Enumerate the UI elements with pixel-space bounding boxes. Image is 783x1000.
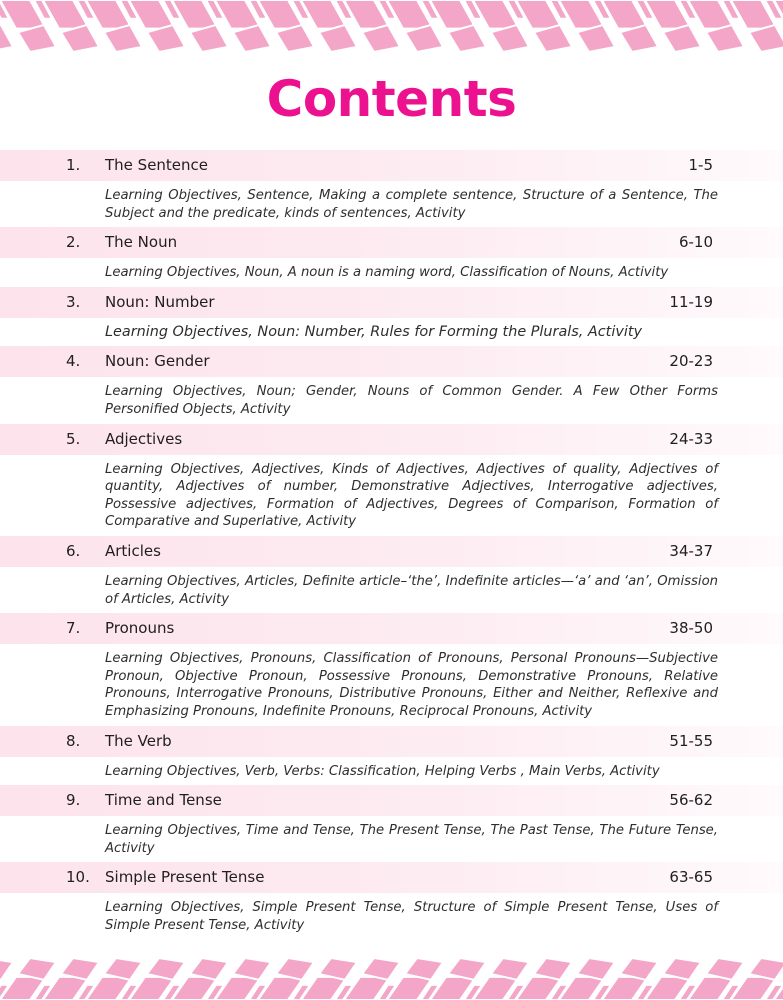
toc-entry-header: [0, 424, 783, 455]
page-title: Contents: [266, 70, 517, 128]
chapter-description: Learning Objectives, Noun; Gender, Nouns of Common Gender. A Few Other Forms Personified Objects, Activity: [105, 384, 718, 417]
chapter-number: 3.: [66, 292, 81, 311]
chapter-title[interactable]: Time and Tense: [105, 791, 222, 810]
chapter-title[interactable]: Adjectives: [105, 429, 183, 448]
table-of-contents: [0, 150, 783, 939]
page-range: 24-33: [669, 429, 713, 448]
page-range: 63-65: [669, 868, 713, 887]
page-range: 34-37: [669, 541, 713, 560]
chapter-description: Learning Objectives, Articles, Definite article–‘the’, Indefinite articles—‘a’ and ‘an’, Omission of Articles, Activity: [105, 573, 718, 607]
toc-entry[interactable]: [0, 346, 783, 423]
toc-entry-header: [0, 150, 783, 181]
page-range: 20-23: [669, 352, 713, 371]
chapter-number: 9.: [66, 791, 81, 810]
chapter-title[interactable]: Simple Present Tense: [105, 868, 265, 887]
toc-entry[interactable]: [0, 287, 783, 347]
toc-entry-header: [0, 862, 783, 893]
chapter-number: 7.: [66, 619, 81, 638]
toc-entry[interactable]: [0, 862, 783, 939]
page-range: 11-19: [669, 292, 713, 311]
toc-entry[interactable]: [0, 150, 783, 227]
chapter-description: Learning Objectives, Time and Tense, The Present Tense, The Past Tense, The Future Tense, Activity: [105, 823, 718, 856]
toc-entry-header: [0, 785, 783, 816]
toc-entry[interactable]: [0, 424, 783, 536]
chapter-title[interactable]: The Sentence: [105, 156, 209, 174]
toc-entry-header: [0, 536, 783, 567]
top-decorative-border: [0, 0, 783, 52]
chapter-number: 8.: [66, 731, 81, 750]
toc-entry-header: [0, 346, 783, 377]
chapter-title[interactable]: Articles: [105, 541, 161, 560]
page-range: 51-55: [669, 731, 713, 750]
chapter-title[interactable]: Noun: Gender: [105, 352, 210, 371]
page-range: 38-50: [669, 619, 713, 638]
page-range: 6-10: [678, 233, 713, 252]
bottom-decorative-border: [0, 958, 783, 1000]
toc-entry-header: [0, 613, 783, 644]
toc-entry-header: [0, 287, 783, 318]
chapter-title[interactable]: Pronouns: [105, 619, 175, 638]
page-range: 1-5: [688, 156, 713, 174]
toc-entry[interactable]: [0, 613, 783, 725]
chapter-number: 5.: [66, 429, 81, 448]
chapter-number: 2.: [66, 233, 81, 252]
toc-entry[interactable]: [0, 536, 783, 613]
page-range: 56-62: [669, 791, 713, 810]
chapter-description: Learning Objectives, Noun, A noun is a naming word, Classification of Nouns, Activity: [105, 265, 669, 281]
chapter-number: 6.: [66, 541, 81, 560]
chapter-description: Learning Objectives, Simple Present Tense, Structure of Simple Present Tense, Uses of Simple Present Tense, Activity: [105, 900, 718, 933]
chapter-title[interactable]: The Verb: [105, 731, 172, 750]
chapter-description: Learning Objectives, Sentence, Making a complete sentence, Structure of a Sentence, The Subject and the predicate, kinds of sentences, Activity: [105, 188, 718, 221]
chapter-number: 4.: [66, 352, 81, 371]
toc-entry[interactable]: [0, 227, 783, 287]
chapter-description: Learning Objectives, Pronouns, Classification of Pronouns, Personal Pronouns—Subjective Pronoun, Objective Pronoun, Possessive Pronouns, Demonstrative Pronouns, Relative Pronouns, Interrogative Pronouns, Distributive Pronouns, Either and Neither, Reflexive and Emphasizing Pronouns, Indefinite Pronouns, Reciprocal Pronouns, Activity: [105, 651, 718, 719]
chapter-title[interactable]: Noun: Number: [105, 292, 215, 311]
toc-entry[interactable]: [0, 785, 783, 862]
toc-entry-header: [0, 726, 783, 757]
toc-entry-header: [0, 227, 783, 258]
chapter-number: 1.: [66, 156, 81, 174]
toc-entry[interactable]: [0, 726, 783, 786]
chapter-description: Learning Objectives, Noun: Number, Rules for Forming the Plurals, Activity: [105, 323, 642, 340]
chapter-title[interactable]: The Noun: [105, 233, 178, 252]
chapter-number: 10.: [66, 868, 90, 887]
chapter-description: Learning Objectives, Adjectives, Kinds of Adjectives, Adjectives of quality, Adjectives of quantity, Adjectives of number, Demonstrative Adjectives, Interrogative adjectives, Possessive adjectives, Formation of Adjectives, Degrees of Comparison, Formation of Comparative and Superlative, Activity: [105, 461, 718, 530]
chapter-description: Learning Objectives, Verb, Verbs: Classification, Helping Verbs , Main Verbs, Activity: [105, 763, 660, 779]
